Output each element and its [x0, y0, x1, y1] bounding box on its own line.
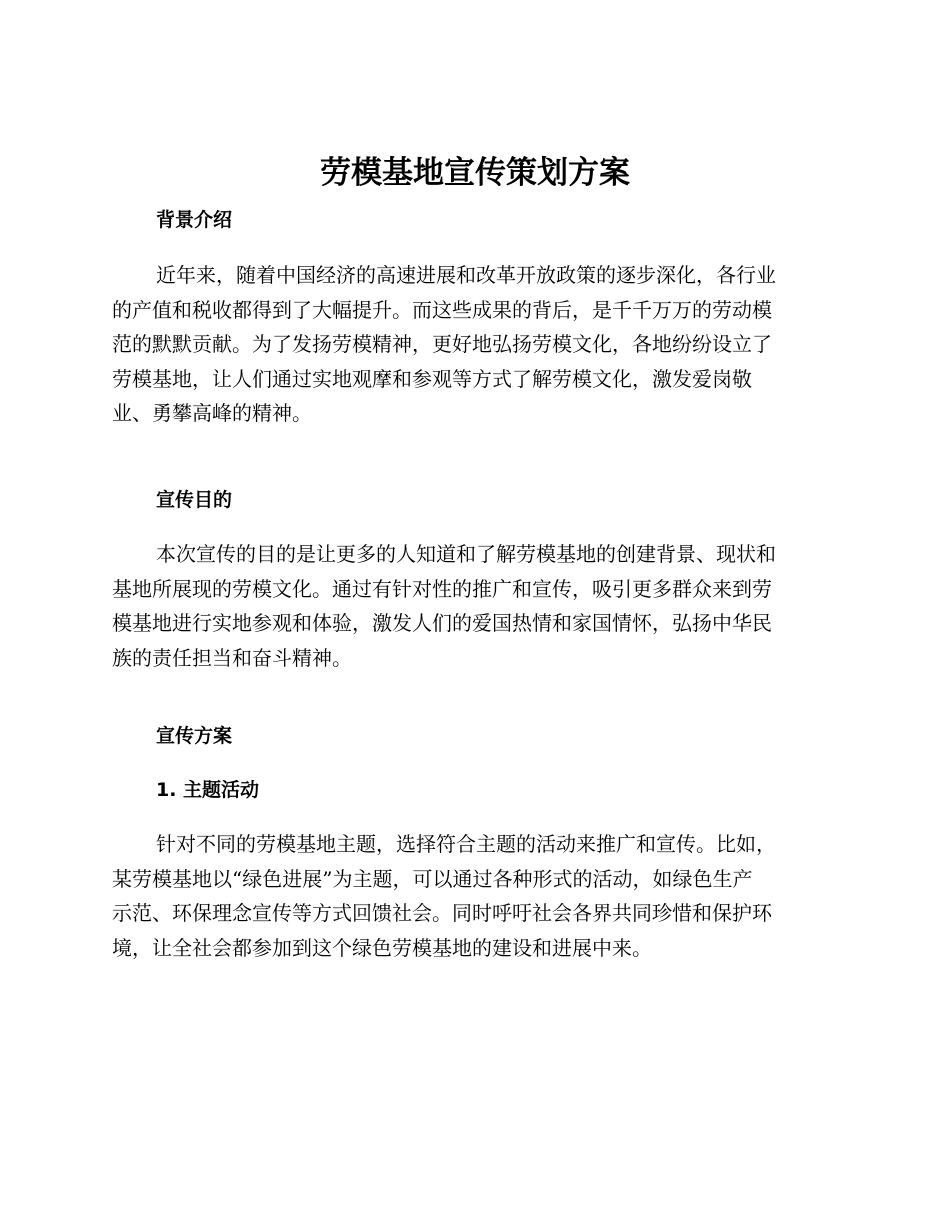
document-title: 劳模基地宣传策划方案	[320, 155, 630, 191]
subsection-heading-theme-activity: 1. 主题活动	[156, 779, 260, 801]
paragraph-line: 劳模基地，让人们通过实地观摩和参观等方式了解劳模文化，激发爱岗敬	[112, 366, 752, 391]
paragraph-line: 本次宣传的目的是让更多的人知道和了解劳模基地的创建背景、现状和	[156, 542, 776, 566]
paragraph-line: 基地所展现的劳模文化。通过有针对性的推广和宣传，吸引更多群众来到劳	[112, 576, 772, 601]
paragraph-line: 示范、环保理念宣传等方式回馈社会。同时呼吁社会各界共同珍惜和保护环	[112, 901, 772, 925]
paragraph-theme-activity	[112, 827, 838, 965]
paragraph-line: 族的责任担当和奋斗精神。	[112, 645, 352, 670]
paragraph-line: 范的默默贡献。为了发扬劳模精神，更好地弘扬劳模文化，各地纷纷设立了	[112, 332, 772, 356]
paragraph-line: 针对不同的劳模基地主题，选择符合主题的活动来推广和宣传。比如，	[156, 832, 776, 856]
paragraph-line: 业、勇攀高峰的精神。	[112, 401, 312, 425]
paragraph-purpose	[112, 537, 838, 675]
paragraph-line: 模基地进行实地参观和体验，激发人们的爱国热情和家国情怀，弘扬中华民	[112, 611, 772, 635]
section-heading-purpose: 宣传目的	[156, 489, 233, 511]
paragraph-background	[112, 258, 838, 431]
paragraph-line: 某劳模基地以“绿色进展”为主题，可以通过各种形式的活动，如绿色生产	[112, 866, 753, 891]
section-heading-background: 背景介绍	[156, 209, 233, 231]
paragraph-line: 的产值和税收都得到了大幅提升。而这些成果的背后，是千千万万的劳动模	[112, 297, 772, 322]
paragraph-line: 近年来，随着中国经济的高速进展和改革开放政策的逐步深化，各行业	[156, 263, 776, 287]
section-heading-plan: 宣传方案	[156, 725, 233, 747]
paragraph-line: 境，让全社会都参加到这个绿色劳模基地的建设和进展中来。	[112, 935, 652, 960]
